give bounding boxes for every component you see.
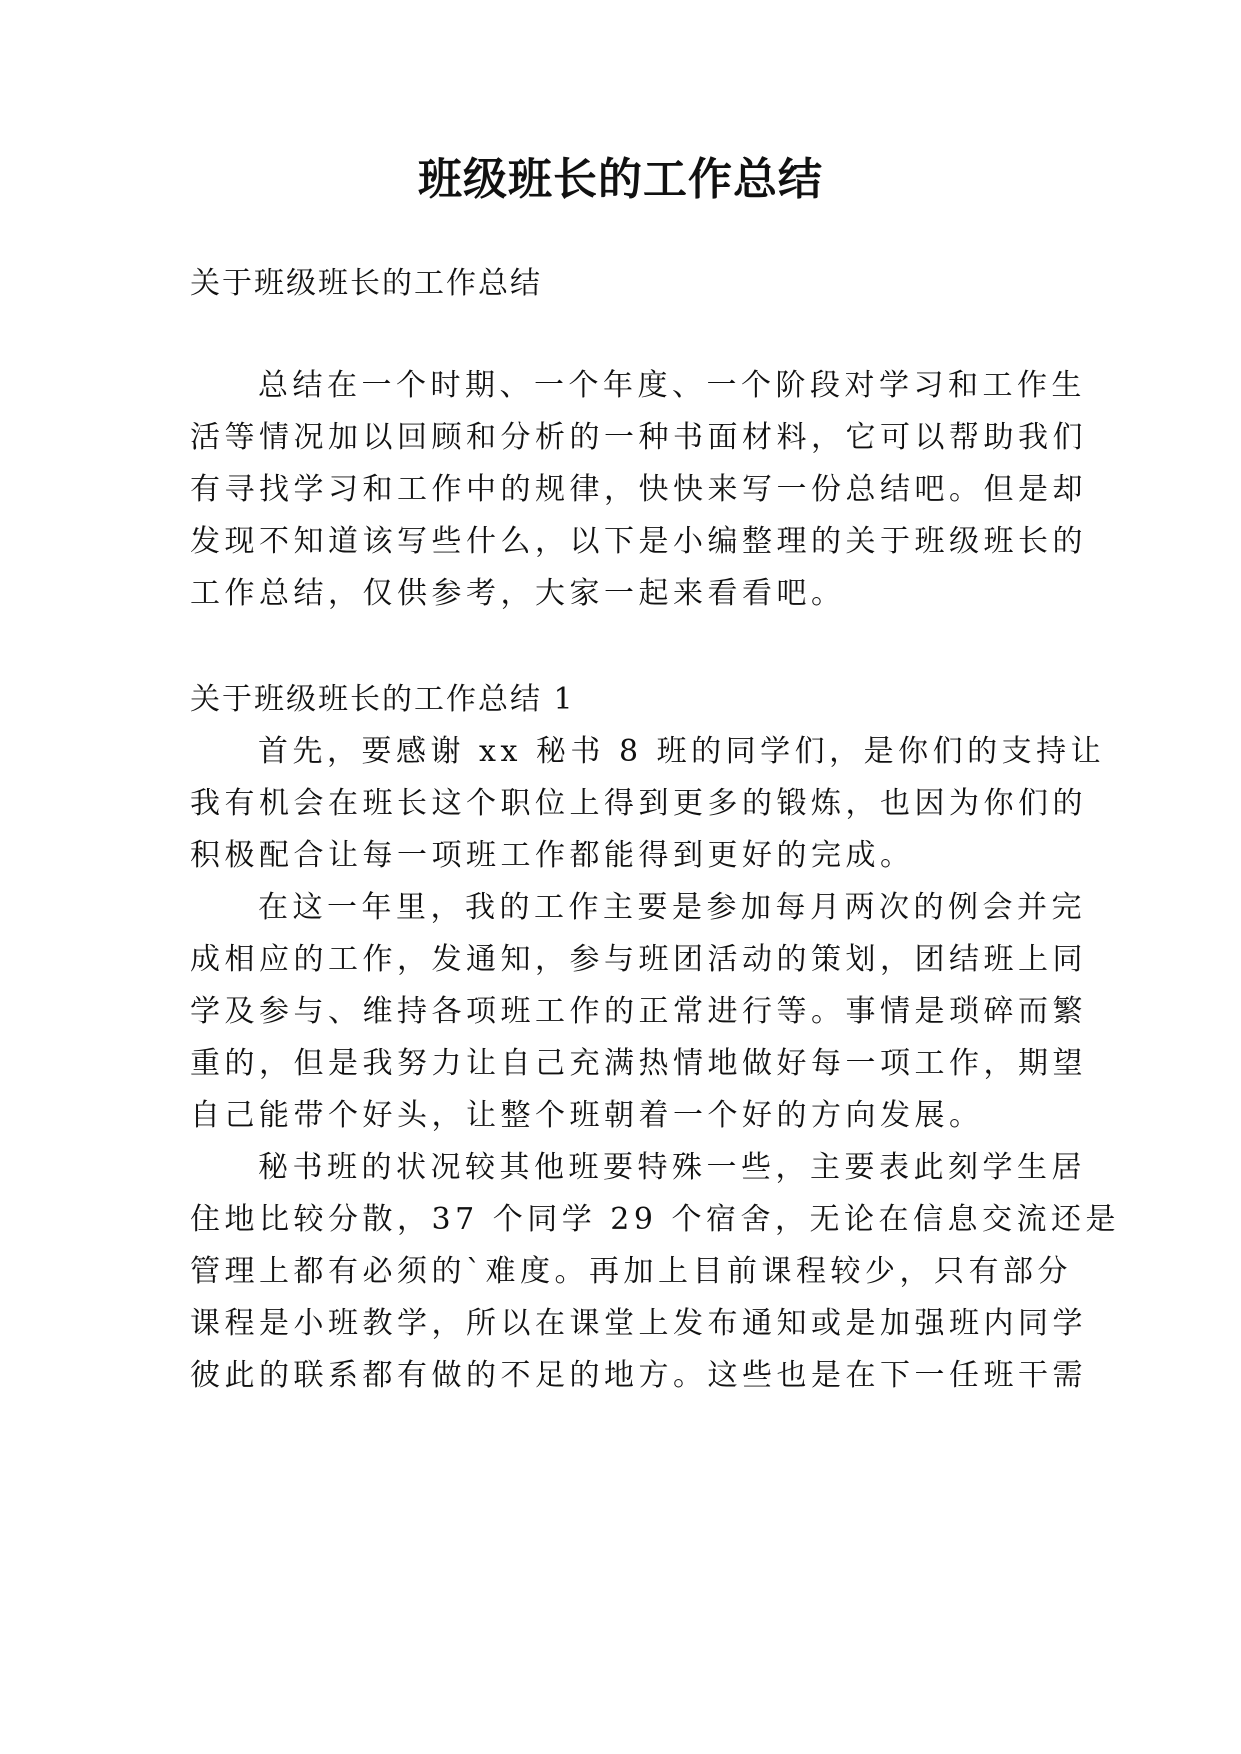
intro-line: 活等情况加以回顾和分析的一种书面材料，它可以帮助我们 <box>190 420 1087 455</box>
document-subtitle: 关于班级班长的工作总结 <box>190 266 542 301</box>
paragraph-line: 学及参与、维持各项班工作的正常进行等。事情是琐碎而繁 <box>190 994 1087 1029</box>
paragraph-line: 自己能带个好头，让整个班朝着一个好的方向发展。 <box>190 1098 984 1133</box>
intro-line: 发现不知道该写些什么，以下是小编整理的关于班级班长的 <box>190 524 1087 559</box>
intro-line: 总结在一个时期、一个年度、一个阶段对学习和工作生 <box>258 368 1086 403</box>
paragraph-line: 在这一年里，我的工作主要是参加每月两次的例会并完 <box>258 890 1086 925</box>
paragraph-line: 积极配合让每一项班工作都能得到更好的完成。 <box>190 838 915 873</box>
section-heading: 关于班级班长的工作总结 1 <box>190 682 575 717</box>
paragraph-line: 成相应的工作，发通知，参与班团活动的策划，团结班上同 <box>190 942 1087 977</box>
paragraph-line: 课程是小班教学，所以在课堂上发布通知或是加强班内同学 <box>190 1306 1087 1341</box>
paragraph-line: 我有机会在班长这个职位上得到更多的锻炼，也因为你们的 <box>190 786 1087 821</box>
intro-line: 工作总结，仅供参考，大家一起来看看吧。 <box>190 576 846 611</box>
document-title: 班级班长的工作总结 <box>418 154 823 205</box>
paragraph-line: 首先，要感谢 xx 秘书 8 班的同学们，是你们的支持让 <box>258 734 1106 769</box>
paragraph-line: 彼此的联系都有做的不足的地方。这些也是在下一任班干需 <box>190 1358 1087 1393</box>
paragraph-line: 重的，但是我努力让自己充满热情地做好每一项工作，期望 <box>190 1046 1087 1081</box>
paragraph-line: 管理上都有必须的`难度。再加上目前课程较少，只有部分 <box>190 1254 1072 1289</box>
paragraph-line: 住地比较分散，37 个同学 29 个宿舍，无论在信息交流还是 <box>190 1202 1120 1237</box>
paragraph-line: 秘书班的状况较其他班要特殊一些，主要表此刻学生居 <box>258 1150 1086 1185</box>
intro-line: 有寻找学习和工作中的规律，快快来写一份总结吧。但是却 <box>190 472 1087 507</box>
